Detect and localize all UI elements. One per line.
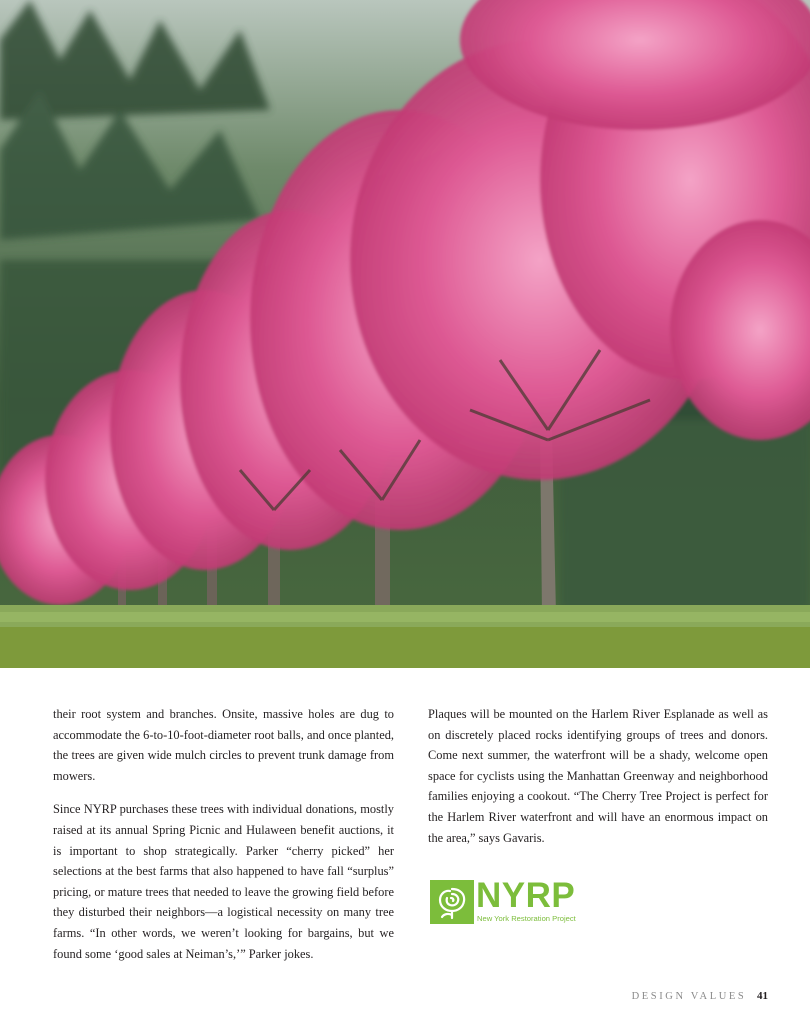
paragraph: Plaques will be mounted on the Harlem River Esplanade as well as on discretely placed rocks identifying groups of trees and donors. Come next summer, the waterfront will be a shady, welcome open space for cyclists using the Manhattan Greenway and neighborhood families enjoying a cookout. “The Cherry Tree Project is perfect for the Harlem River waterfront and will have an enormous impact on the area,” says Gavaris. (428, 707, 768, 845)
nyrp-logo (430, 876, 576, 927)
logo-tagline: New York Restoration Project (477, 914, 576, 923)
section-name: DESIGN VALUES (631, 991, 747, 1002)
page-number: 41 (757, 990, 768, 1002)
page-footer (632, 990, 768, 1002)
rose-icon (430, 880, 474, 924)
logo-wordmark: NYRP (476, 876, 576, 915)
paragraph: Since NYRP purchases these trees with individual donations, mostly raised at its annual Spring Picnic and Hulaween benefit auctions, it is important to shop strategically. Parker “cherry picked” her selections at the best farms that also happened to have fall “surplus” pricing, or mature trees that needed to leave the growing field before they disturbed their neighbors—a logistical necessity on many tree farms. “In other words, we weren’t looking for bargains, but we found some ‘good sales at Neiman’s,’” Parker jokes. (53, 802, 394, 961)
paragraph: their root system and branches. Onsite, massive holes are dug to accommodate the 6-to-10-foot-diameter root balls, and once planted, the trees are given wide mulch circles to prevent trunk damage from mowers. (53, 707, 394, 783)
article-column-right (428, 704, 768, 861)
article-column-left (53, 704, 394, 977)
